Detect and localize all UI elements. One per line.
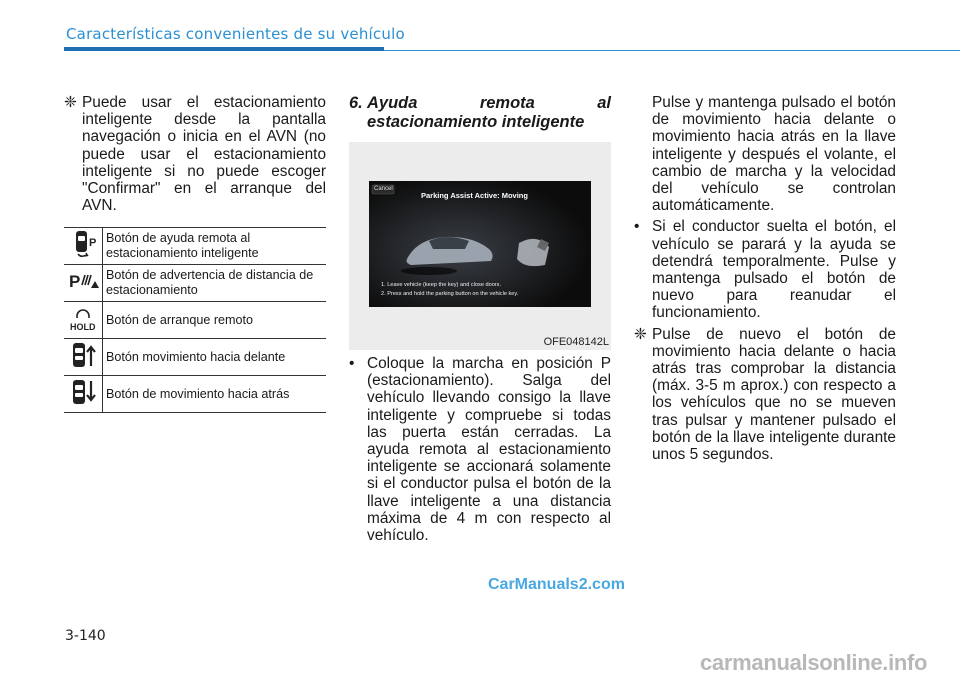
- figure-caption: OFE048142L: [543, 336, 609, 348]
- note-marker: ❈: [634, 325, 647, 343]
- table-row: [64, 265, 326, 302]
- hold-icon-text: HOLD: [70, 322, 96, 332]
- paragraph: Pulse y mantenga pulsado el botón de movimiento hacia delante o movimiento hacia atrás en la llave inteligente y después el volante, el cambio de marcha y la velocidad del vehículo se controlan automáticamente.: [652, 94, 896, 215]
- svg-text:P: P: [69, 272, 81, 291]
- figure-parking-assist-screen: [349, 142, 611, 350]
- note-item: [634, 326, 896, 464]
- table-cell-label: Botón de ayuda remota al estacionamiento inteligente: [103, 228, 327, 265]
- remote-parking-assist-icon: [64, 228, 103, 265]
- parking-distance-warning-icon: [64, 265, 103, 302]
- table-cell-label: Botón de movimiento hacia atrás: [103, 376, 327, 413]
- page-number: 3-140: [65, 628, 106, 644]
- table-row: [64, 228, 326, 265]
- table-cell-label: Botón de advertencia de distancia de estacionamiento: [103, 265, 327, 302]
- section-heading: [349, 94, 611, 132]
- remote-start-hold-icon: [64, 302, 103, 339]
- display-screen: [369, 181, 591, 307]
- button-table: [64, 227, 326, 413]
- bullet-text: Si el conductor suelta el botón, el vehículo se parará y la ayuda se detendrá temporalmente. Pulse y mantenga pulsado el botón de nuevo para reanudar el funcionamiento.: [652, 218, 896, 322]
- header-accent-bar: [64, 47, 384, 51]
- bullet-item: [634, 218, 896, 321]
- bullet-item: [349, 355, 611, 544]
- table-row: [64, 339, 326, 376]
- backward-movement-icon: [64, 376, 103, 413]
- table-cell-label: Botón de arranque remoto: [103, 302, 327, 339]
- svg-text:P: P: [89, 237, 97, 249]
- column-middle: [349, 94, 611, 142]
- bullet-marker: •: [349, 355, 355, 372]
- heading-number: 6.: [349, 94, 363, 112]
- bullet-text: Coloque la marcha en posición P (estacionamiento). Salga del vehículo llevando consigo la llave inteligente y compruebe si todas las puerta están cerradas. La ayuda remota al estacionamiento inteligente se accionará solamente si el conductor pulsa el botón de la llave inteligente a una distancia máxima de 4 m con respecto al vehículo.: [367, 355, 611, 545]
- column-middle-body: [349, 355, 611, 548]
- bullet-marker: •: [634, 218, 640, 236]
- watermark-link[interactable]: CarManuals2.com: [488, 576, 625, 593]
- note-text: Pulse de nuevo el botón de movimiento hacia delante o hacia atrás tras comprobar la distancia (máx. 3-5 m aprox.) con respecto a los vehículos que no se mueven tras pulsar y mantener pulsado el botón de la llave inteligente durante unos 5 segundos.: [652, 325, 896, 464]
- heading-text: Ayuda remota al estacionamiento inteligente: [367, 94, 611, 131]
- note-marker: ❈: [64, 94, 77, 111]
- column-left: [64, 94, 326, 218]
- screen-title: Parking Assist Active: Moving: [421, 191, 528, 200]
- screen-step-1: 1. Leave vehicle (keep the key) and close doors.: [381, 282, 502, 288]
- note-item: [64, 94, 326, 214]
- table-row: [64, 302, 326, 339]
- table-cell-label: Botón movimiento hacia delante: [103, 339, 327, 376]
- screen-step-2: 2. Press and hold the parking button on the vehicle key.: [381, 291, 519, 297]
- watermark-footer: carmanualsonline.info: [700, 650, 928, 675]
- forward-movement-icon: [64, 339, 103, 376]
- screen-cancel-button[interactable]: Cancel: [374, 186, 393, 192]
- section-title: Características convenientes de su vehículo: [66, 25, 405, 43]
- column-right: [634, 94, 896, 467]
- note-text: Puede usar el estacionamiento inteligente desde la pantalla navegación o inicia en el AVN (no puede usar el estacionamiento inteligente si no puede escoger "Confirmar" en el arranque del AVN.: [82, 94, 326, 215]
- table-row: [64, 376, 326, 413]
